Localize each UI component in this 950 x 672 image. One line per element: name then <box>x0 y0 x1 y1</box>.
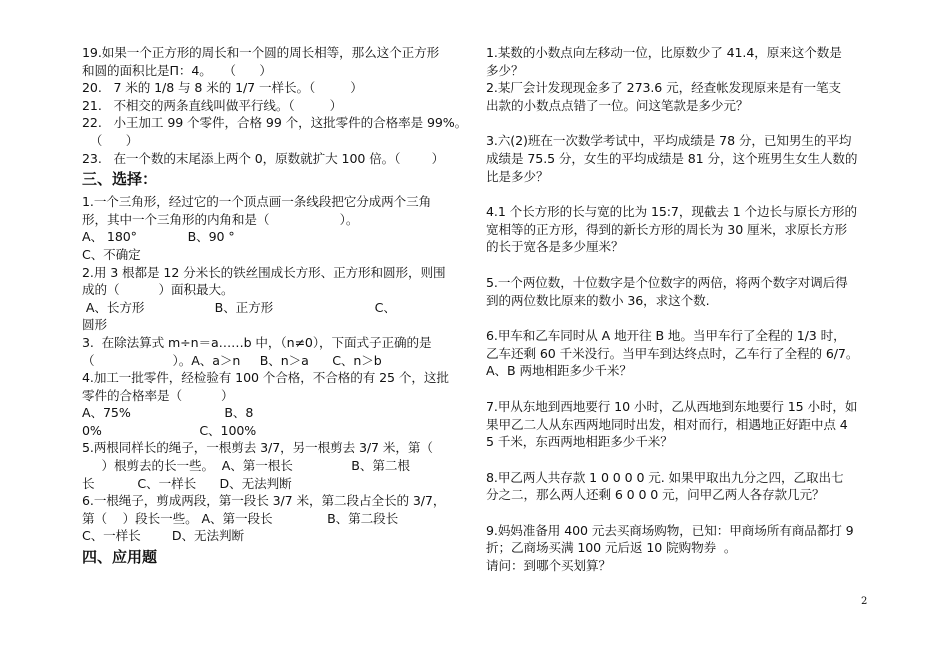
text-line: A、75% B、8 <box>82 405 254 421</box>
text-line: 零件的合格率是（ ） <box>82 387 234 403</box>
text-line: 4.加工一批零件，经检验有 100 个合格，不合格的有 25 个，这批 <box>82 370 449 386</box>
text-line: 1.某数的小数点向左移动一位，比原数少了 41.4，原来这个数是 <box>486 45 842 60</box>
text-line: 第（ ）段长一些。 A、第一段长 B、第二段长 <box>82 510 399 526</box>
text-line: 出款的小数点点错了一位。问这笔款是多少元？ <box>486 97 749 113</box>
text-line: 3.六(2)班在一次数学考试中，平均成绩是 78 分，已知男生的平均 <box>486 133 852 149</box>
text-line: 形，其中一个三角形的内角和是（ ）。 <box>82 211 359 227</box>
text-line: 分之二，那么两人还剩 6 0 0 0 元，问甲乙两人各存款几元？ <box>486 487 825 503</box>
spacer <box>486 114 878 132</box>
text-line: 6.甲车和乙车同时从 A 地开往 B 地。当甲车行了全程的 1/3 时， <box>486 328 846 344</box>
section-heading: 四、应用题 <box>82 548 158 567</box>
section-heading: 三、选择： <box>82 170 158 189</box>
text-line: 成绩是 75.5 分，女生的平均成绩是 81 分，这个班男生女生人数的 <box>486 150 858 166</box>
text-line: 圆形 <box>82 317 107 333</box>
text-line: 长 C、一样长 D、无法判断 <box>82 475 292 491</box>
spacer <box>486 380 878 398</box>
text-line: 宽相等的正方形，得到的新长方形的周长为 30 厘米，求原长方形 <box>486 221 847 237</box>
text-line: 乙车还剩 60 千米没行。当甲车到达终点时，乙车行了全程的 6/7。 <box>486 345 859 361</box>
text-line: 21. 不相交的两条直线叫做平行线。（ ） <box>82 97 343 113</box>
spacer <box>486 256 878 274</box>
text-line: 7.甲从东地到西地要行 10 小时，乙从西地到东地要行 15 小时，如 <box>486 398 858 414</box>
text-line: A、 180° B、90 ° <box>82 229 235 245</box>
text-line: 0% C、100% <box>82 422 257 438</box>
left-column <box>82 44 468 571</box>
text-line: 比是多少？ <box>486 168 549 184</box>
page-number: 2 <box>861 596 868 607</box>
text-line: 1.一个三角形，经过它的一个顶点画一条线段把它分成两个三角 <box>82 194 432 210</box>
text-line: 5.两根同样长的绳子，一根剪去 3/7，另一根剪去 3/7 米，第（ <box>82 440 433 456</box>
text-line: 2.某厂会计发现现金多了 273.6 元，经查帐发现原来是有一笔支 <box>486 80 842 96</box>
text-line: 8.甲乙两人共存款 1 0 0 0 0 元. 如果甲取出九分之四，乙取出七 <box>486 469 844 485</box>
text-line: 23. 在一个数的末尾添上两个 0，原数就扩大 100 倍。（ ） <box>82 150 445 166</box>
right-column <box>486 44 878 575</box>
text-line: C、不确定 <box>82 246 141 262</box>
text-line: （ ）。A、a＞n B、n＞a C、n＞b <box>82 352 382 368</box>
text-line: 5.一个两位数，十位数字是个位数字的两倍，将两个数字对调后得 <box>486 274 848 290</box>
text-line: 6.一根绳子，剪成两段，第一段长 3/7 米，第二段占全长的 3/7， <box>82 493 446 509</box>
text-line: 3. 在除法算式 m÷n＝a……b 中，（n≠0），下面式子正确的是 <box>82 334 432 350</box>
text-line: 成的（ ）面积最大。 <box>82 282 234 298</box>
text-line: 和圆的面积比是Π：4。 （ ） <box>82 62 272 78</box>
text-line: C、一样长 D、无法判断 <box>82 528 244 544</box>
spacer <box>486 309 878 327</box>
text-line: 5 千米，东西两地相距多少千米？ <box>486 434 673 450</box>
text-line: 20. 7 米的 1/8 与 8 米的 1/7 一样长。（ ） <box>82 80 363 96</box>
spacer <box>486 451 878 469</box>
text-line: 2.用 3 根都是 12 分米长的铁丝围成长方形、正方形和圆形，则围 <box>82 264 446 280</box>
text-line: 19.如果一个正方形的周长和一个圆的周长相等，那么这个正方形 <box>82 45 440 60</box>
text-line: 到的两位数比原来的数小 36，求这个数. <box>486 292 710 308</box>
text-line: 请问：到哪个买划算？ <box>486 558 611 574</box>
text-line: 4.1 个长方形的长与宽的比为 15:7，现截去 1 个边长与原长方形的 <box>486 204 857 220</box>
text-line: （ ） <box>82 132 139 148</box>
text-line: 折；乙商场买满 100 元后返 10 院购物券 。 <box>486 540 737 556</box>
spacer <box>486 504 878 522</box>
text-line: ）根剪去的长一些。 A、第一根长 B、第二根 <box>82 458 410 474</box>
text-line: A、B 两地相距多少千米？ <box>486 363 632 379</box>
text-line: 9.妈妈准备用 400 元去买商场购物，已知：甲商场所有商品都打 9 <box>486 522 854 538</box>
text-line: A、长方形 B、正方形 C、 <box>82 299 396 315</box>
spacer <box>486 185 878 203</box>
text-line: 果甲乙二人从东西两地同时出发，相对而行，相遇地正好距中点 4 <box>486 416 848 432</box>
text-line: 多少？ <box>486 62 524 78</box>
text-line: 22. 小王加工 99 个零件，合格 99 个，这批零件的合格率是 99%。 <box>82 115 468 131</box>
text-line: 的长于宽各是多少厘米？ <box>486 239 624 255</box>
